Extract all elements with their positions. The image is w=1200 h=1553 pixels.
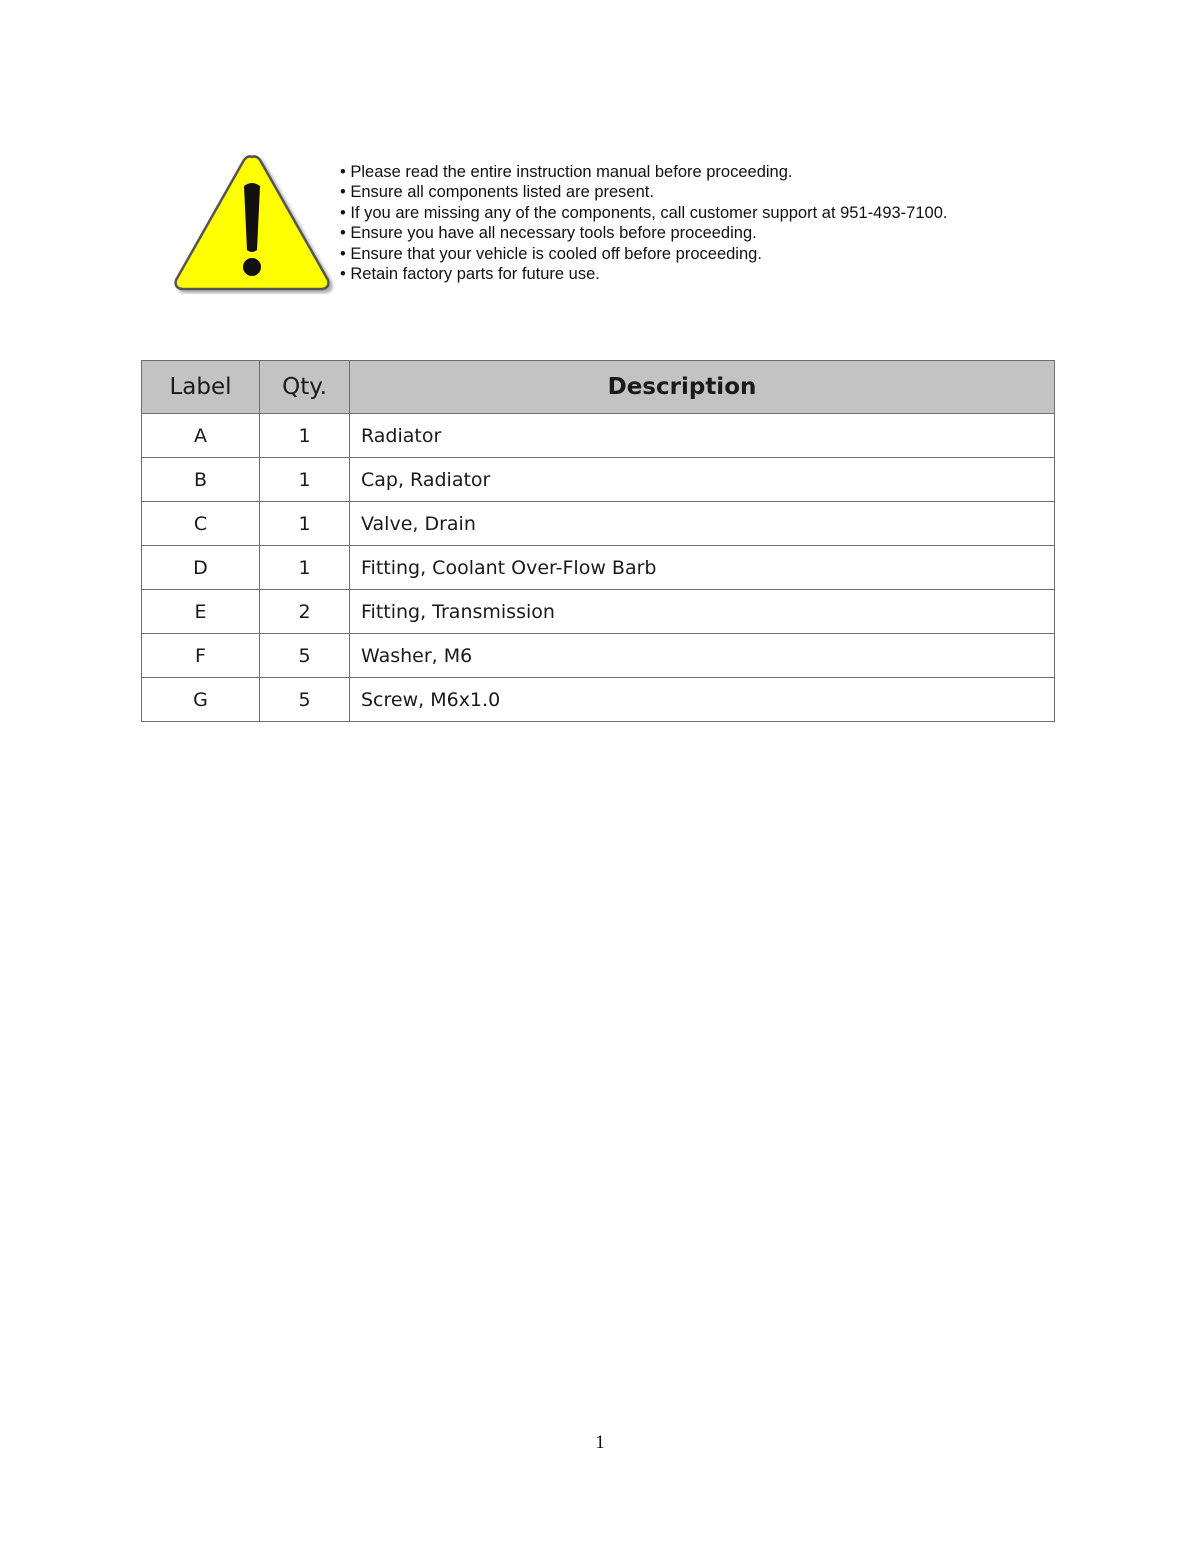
- cell-qty: 1: [260, 546, 350, 590]
- warning-notes-list: [340, 162, 947, 284]
- cell-description: Screw, M6x1.0: [350, 678, 1055, 722]
- cell-qty: 2: [260, 590, 350, 634]
- table-row: [142, 590, 1055, 634]
- cell-description: Valve, Drain: [350, 502, 1055, 546]
- cell-description: Fitting, Coolant Over-Flow Barb: [350, 546, 1055, 590]
- warning-note: • Retain factory parts for future use.: [340, 264, 947, 284]
- header-qty: Qty.: [260, 361, 350, 414]
- cell-label: C: [142, 502, 260, 546]
- cell-label: F: [142, 634, 260, 678]
- warning-note: • If you are missing any of the components, call customer support at 951-493-7100.: [340, 203, 947, 223]
- table-row: [142, 502, 1055, 546]
- header-label: Label: [142, 361, 260, 414]
- cell-label: D: [142, 546, 260, 590]
- warning-note: • Please read the entire instruction manual before proceeding.: [340, 162, 947, 182]
- cell-label: E: [142, 590, 260, 634]
- cell-description: Cap, Radiator: [350, 458, 1055, 502]
- warning-triangle-icon: [170, 152, 334, 294]
- cell-description: Radiator: [350, 414, 1055, 458]
- warning-note: • Ensure that your vehicle is cooled off before proceeding.: [340, 244, 947, 264]
- cell-qty: 5: [260, 678, 350, 722]
- table-row: [142, 546, 1055, 590]
- table-header-row: [142, 361, 1055, 414]
- table-row: [142, 458, 1055, 502]
- cell-qty: 5: [260, 634, 350, 678]
- parts-table: [141, 360, 1055, 722]
- cell-label: G: [142, 678, 260, 722]
- cell-qty: 1: [260, 458, 350, 502]
- page-number: 1: [595, 1432, 605, 1453]
- cell-description: Washer, M6: [350, 634, 1055, 678]
- warning-note: • Ensure you have all necessary tools before proceeding.: [340, 223, 947, 243]
- cell-label: B: [142, 458, 260, 502]
- cell-description: Fitting, Transmission: [350, 590, 1055, 634]
- cell-qty: 1: [260, 502, 350, 546]
- table-row: [142, 414, 1055, 458]
- warning-note: • Ensure all components listed are present.: [340, 182, 947, 202]
- cell-label: A: [142, 414, 260, 458]
- table-row: [142, 634, 1055, 678]
- table-row: [142, 678, 1055, 722]
- cell-qty: 1: [260, 414, 350, 458]
- header-description: Description: [350, 361, 1055, 414]
